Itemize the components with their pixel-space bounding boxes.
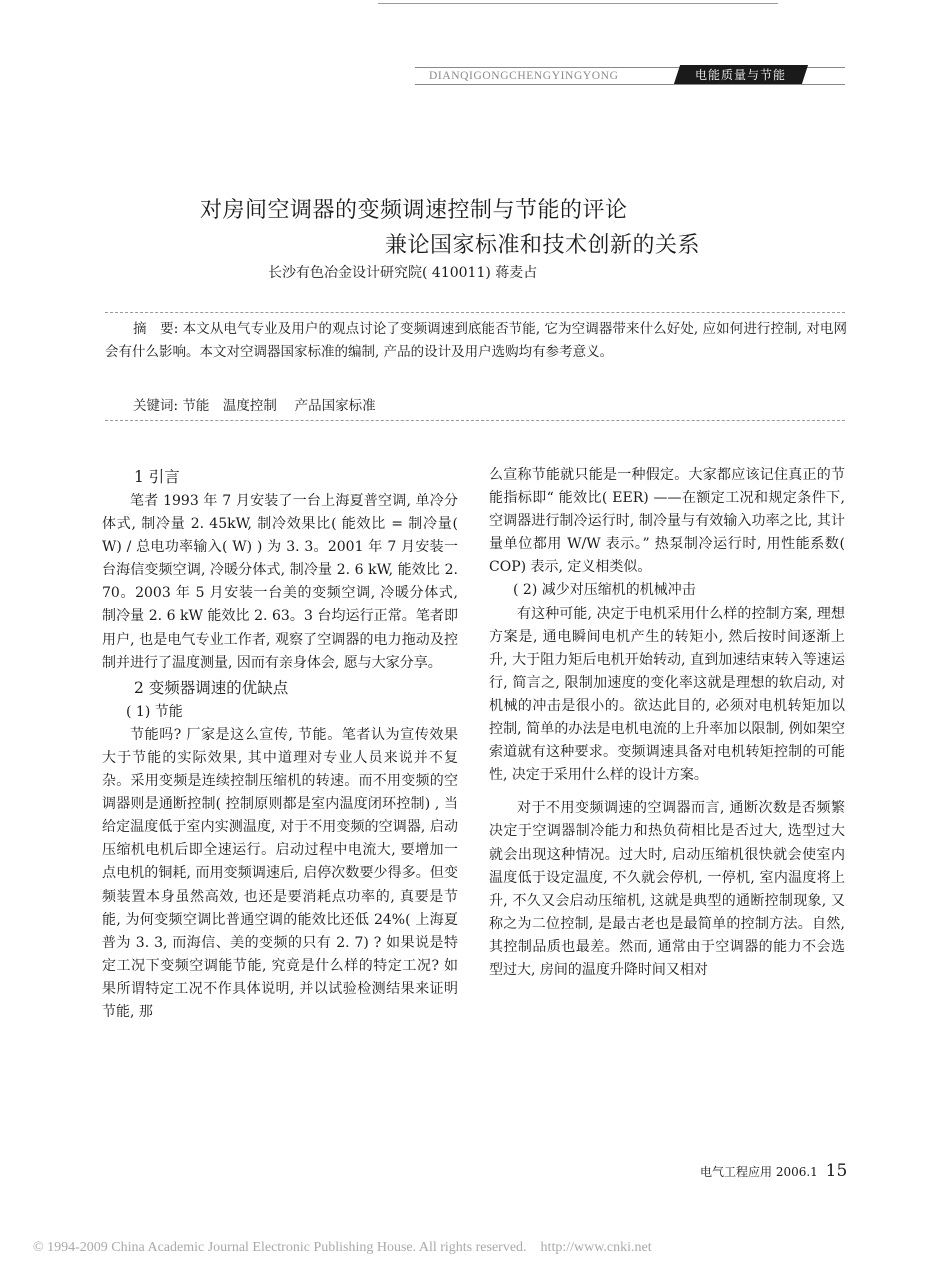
paragraph: 笔者 1993 年 7 月安装了一台上海夏普空调, 单冷分体式, 制冷量 2. 45kW, 制冷效果比( 能效比 = 制冷量( W) / 总电功率输入( W) ) 为 3. 3。2001 年 7 月安装一台海信变频空调, 冷暖分体式, 制冷量 2. 6 kW, 能效比 2. 70。2003 年 5 月安装一台美的变频空调, 冷暖分体式, 制冷量 2. 6 kW 能效比 2. 63。3 台均运行正常。笔者即用户, 也是电气专业工作者, 观察了空调器的电力拖动及控制并进行了温度测量, 因而有亲身体会, 愿与大家分享。: [102, 493, 458, 671]
paragraph: 对于不用变频调速的空调器而言, 通断次数是否频繁决定于空调器制冷能力和热负荷相比是否过大, 选型过大就会出现这种情况。过大时, 启动压缩机很快就会使室内温度低于设定温度, 不久就会停机, 一停机, 室内温度将上升, 不久又会启动压缩机, 这就是典型的通断控制现象, 又称之为二位控制, 是最古老也是最简单的控制方法。自然, 其控制品质也最差。然而, 通常由于空调器的能力不会选型过大, 房间的温度升降时间又相对: [489, 800, 845, 978]
article-title: 对房间空调器的变频调速控制与节能的评论: [200, 198, 628, 223]
paragraph-energy-saving-continued: 么宣称节能就只能是一种假定。大家都应该记住真正的节能指标即“ 能效比( EER) ——在额定工况和规定条件下, 空调器进行制冷运行时, 制冷量与有效输入功率之比, 其计量单位都用 W/W 表示。” 热泵制冷运行时, 用性能系数( COP) 表示, 定义相类似。: [489, 467, 845, 576]
article-subtitle: 兼论国家标准和技术创新的关系: [385, 233, 701, 258]
page-number: 15: [825, 1161, 848, 1181]
header-rule-bottom: [415, 84, 845, 85]
section-1-heading: 1 引言: [134, 468, 180, 486]
abstract-rule-top: [105, 312, 845, 313]
paragraph-energy-saving: 节能吗? 厂家是这么宣传, 节能。笔者认为宣传效果大于节能的实际效果, 其中道理对专业人员来说并不复杂。采用变频是连续控制压缩机的转速。而不用变频的空调器则是通断控制( 控制原则都是室内温度闭环控制) , 当给定温度低于室内实测温度, 对于不用变频的空调器, 启动压缩机电机后即全速运行。启动过程中电流大, 要增加一点电机的铜耗, 而用变频调速后, 启停次数要少得多。但变频装置本身虽然高效, 也还是要消耗点功率的, 真要是节能, 为何变频空调比普通空调的能效比还低 24%( 上海夏普为 3. 3, 而海信、美的变频的只有 2. 7) ? 如果说是特定工况下变频空调能节能, 究竟是什么样的特定工况? 如果所谓特定工况不作具体说明, 并以试验检测结果来证明节能, 那: [102, 726, 458, 1020]
abstract: 摘 要: 本文从电气专业及用户的观点讨论了变频调速到底能否节能, 它为空调器带来什么好处, 应如何进行控制, 对电网会有什么影响。本文对空调器国家标准的编制, 产品的设计及用户选购均有参考意义。: [105, 321, 847, 360]
running-title: DIANQIGONGCHENGYINGYONG: [429, 70, 619, 82]
journal-issue: 电气工程应用 2006.1: [700, 1165, 818, 1179]
running-header: [415, 64, 845, 86]
abstract-rule-bottom: [105, 420, 845, 421]
subsection-2-1-heading: ( 1) 节能: [126, 703, 183, 720]
body-column-left: [102, 464, 458, 1024]
section-2-heading: 2 变频器调速的优缺点: [134, 678, 289, 697]
copyright-notice: © 1994-2009 China Academic Journal Electronic Publishing House. All rights reserved. http://www.cnki.net: [33, 1240, 652, 1255]
body-column-right: [489, 464, 845, 982]
subsection-2-2-heading: ( 2) 减少对压缩机的机械冲击: [513, 582, 696, 599]
keywords: 关键词: 节能 温度控制 产品国家标准: [133, 398, 376, 414]
paragraph: 有这种可能, 决定于电机采用什么样的控制方案, 理想方案是, 通电瞬间电机产生的转矩小, 然后按时间逐渐上升, 大于阻力矩后电机开始转动, 直到加速结束转入等速运行, 简言之, 限制加速度的变化率这就是理想的软启动, 对机械的冲击是很小的。欲达此目的, 必须对电机转矩加以控制, 简单的办法是电机电流的上升率加以限制, 例如架空索道就有这种要求。变频调速具备对电机转矩控制的可能性, 决定于采用什么样的设计方案。: [489, 605, 845, 784]
top-rule: [378, 3, 778, 4]
section-tag: [674, 65, 808, 84]
author-line: 长沙有色冶金设计研究院( 410011) 蒋麦占: [268, 265, 538, 281]
section-tag-label: 电能质量与节能: [695, 68, 787, 82]
page-footer: [700, 1161, 847, 1181]
